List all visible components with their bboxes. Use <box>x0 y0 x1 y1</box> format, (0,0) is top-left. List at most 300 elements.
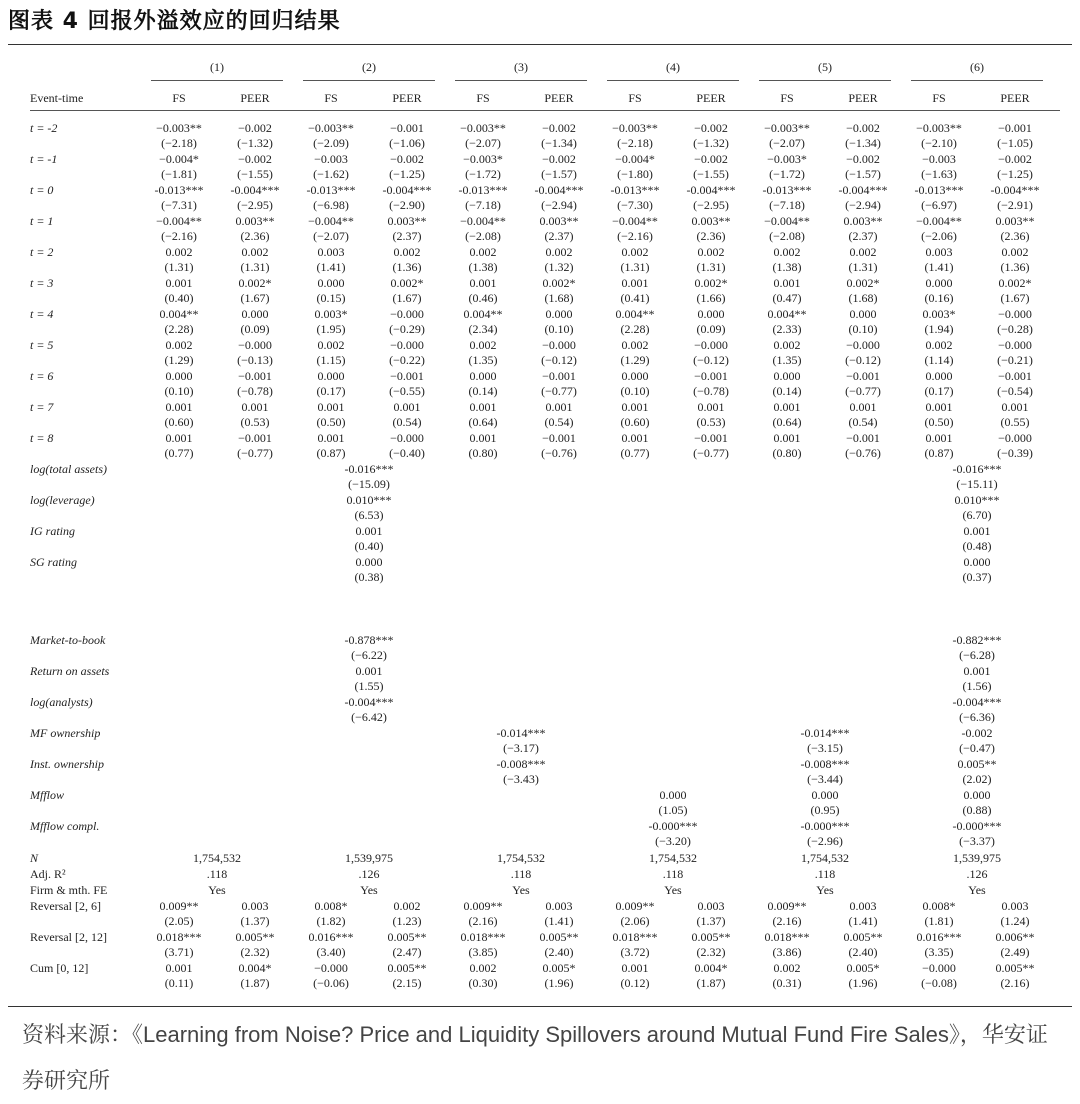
coefficient: 0.000 <box>925 276 953 290</box>
t-statistic: (0.40) <box>164 291 194 305</box>
row-label: t = 0 <box>30 183 54 197</box>
coefficient: -0.878*** <box>344 633 394 647</box>
t-statistic: (−2.95) <box>237 198 273 212</box>
coefficient: 0.002 <box>393 899 421 913</box>
t-statistic: (1.29) <box>620 353 650 367</box>
coefficient: 0.002 <box>469 338 497 352</box>
coefficient: 0.003 <box>697 899 725 913</box>
t-statistic: (0.80) <box>772 446 802 460</box>
coefficient: 0.000 <box>355 555 383 569</box>
t-statistic: (0.50) <box>924 415 954 429</box>
coefficient: 0.002 <box>165 338 193 352</box>
column-header: PEER <box>1000 91 1030 105</box>
coefficient: −0.000 <box>846 338 880 352</box>
t-statistic: (1.24) <box>1000 914 1030 928</box>
control-label: SG rating <box>30 555 78 569</box>
column-header: FS <box>628 91 642 105</box>
t-statistic: (0.64) <box>772 415 802 429</box>
coefficient: 0.001 <box>621 276 649 290</box>
coefficient: −0.001 <box>390 369 424 383</box>
coefficient: 0.002* <box>542 276 576 290</box>
t-statistic: (−1.63) <box>921 167 957 181</box>
coefficient: −0.001 <box>542 431 576 445</box>
model-header: (6) <box>970 60 984 74</box>
coefficient: 0.005** <box>539 930 579 944</box>
t-statistic: (1.41) <box>848 914 878 928</box>
coefficient: 0.000 <box>849 307 877 321</box>
coefficient: −0.003** <box>460 121 506 135</box>
t-statistic: (−0.55) <box>389 384 425 398</box>
coefficient: -0.014*** <box>800 726 850 740</box>
column-header: PEER <box>240 91 270 105</box>
t-statistic: (−0.39) <box>997 446 1033 460</box>
coefficient: 0.002 <box>393 245 421 259</box>
t-statistic: (−2.06) <box>921 229 957 243</box>
coefficient: 0.006** <box>995 930 1035 944</box>
column-header: FS <box>324 91 338 105</box>
coefficient: −0.000 <box>542 338 576 352</box>
row-label: Reversal [2, 6] <box>30 899 101 913</box>
coefficient: -0.000*** <box>800 819 850 833</box>
coefficient: 0.001 <box>469 400 497 414</box>
coefficient: -0.016*** <box>344 462 394 476</box>
coefficient: -0.014*** <box>496 726 546 740</box>
column-header: FS <box>172 91 186 105</box>
t-statistic: (1.14) <box>924 353 954 367</box>
statistic-value: .118 <box>510 867 532 881</box>
coefficient: 0.001 <box>545 400 573 414</box>
statistic-value: .118 <box>814 867 836 881</box>
t-statistic: (−0.77) <box>693 446 729 460</box>
coefficient: -0.013*** <box>914 183 964 197</box>
t-statistic: (−1.72) <box>465 167 501 181</box>
t-statistic: (1.31) <box>620 260 650 274</box>
t-statistic: (−0.76) <box>845 446 881 460</box>
t-statistic: (2.36) <box>1000 229 1030 243</box>
coefficient: 0.002 <box>1001 245 1029 259</box>
t-statistic: (−2.94) <box>845 198 881 212</box>
control-label: Inst. ownership <box>30 757 105 771</box>
coefficient: 0.018*** <box>156 930 202 944</box>
coefficient: 0.003** <box>539 214 579 228</box>
t-statistic: (2.40) <box>848 945 878 959</box>
coefficient: 0.001 <box>773 400 801 414</box>
coefficient: 0.001 <box>621 431 649 445</box>
t-statistic: (1.56) <box>962 679 992 693</box>
t-statistic: (0.16) <box>924 291 954 305</box>
t-statistic: (1.41) <box>924 260 954 274</box>
coefficient: 0.009** <box>767 899 807 913</box>
t-statistic: (−1.32) <box>237 136 273 150</box>
coefficient: −0.000 <box>998 431 1032 445</box>
coefficient: 0.018*** <box>460 930 506 944</box>
coefficient: 0.003** <box>387 214 427 228</box>
statistic-value: .118 <box>662 867 684 881</box>
t-statistic: (2.36) <box>696 229 726 243</box>
t-statistic: (−3.43) <box>503 772 539 786</box>
statistic-value: .126 <box>358 867 380 881</box>
regression-table <box>30 56 1060 996</box>
title-rule <box>8 44 1072 45</box>
coefficient: −0.004** <box>764 214 810 228</box>
coefficient: −0.001 <box>694 431 728 445</box>
statistic-value: 1,754,532 <box>649 851 697 865</box>
t-statistic: (−2.18) <box>161 136 197 150</box>
t-statistic: (1.66) <box>696 291 726 305</box>
header-rule <box>30 110 1060 111</box>
coefficient: −0.001 <box>846 369 880 383</box>
t-statistic: (0.60) <box>164 415 194 429</box>
coefficient: 0.001 <box>355 524 383 538</box>
row-label: t = 2 <box>30 245 54 259</box>
t-statistic: (2.28) <box>164 322 194 336</box>
coefficient: 0.002 <box>773 338 801 352</box>
coefficient: 0.009** <box>615 899 655 913</box>
coefficient: −0.000 <box>390 338 424 352</box>
t-statistic: (0.46) <box>468 291 498 305</box>
coefficient: 0.016*** <box>916 930 962 944</box>
coefficient: 0.004** <box>767 307 807 321</box>
coefficient: 0.002 <box>621 338 649 352</box>
t-statistic: (0.88) <box>962 803 992 817</box>
coefficient: 0.002 <box>849 245 877 259</box>
coefficient: 0.001 <box>393 400 421 414</box>
t-statistic: (−0.78) <box>693 384 729 398</box>
coefficient: 0.001 <box>963 664 991 678</box>
coefficient: 0.009** <box>159 899 199 913</box>
statistic-value: .118 <box>206 867 228 881</box>
coefficient: −0.001 <box>694 369 728 383</box>
t-statistic: (−0.28) <box>997 322 1033 336</box>
coefficient: -0.004*** <box>344 695 394 709</box>
t-statistic: (−1.05) <box>997 136 1033 150</box>
coefficient: 0.005** <box>235 930 275 944</box>
t-statistic: (2.47) <box>392 945 422 959</box>
t-statistic: (2.16) <box>468 914 498 928</box>
control-label: Mfflow <box>30 788 65 802</box>
coefficient: −0.004** <box>916 214 962 228</box>
coefficient: 0.008* <box>922 899 956 913</box>
t-statistic: (−15.11) <box>956 477 998 491</box>
statistic-value: Yes <box>968 883 986 897</box>
row-label: t = 3 <box>30 276 54 290</box>
t-statistic: (1.31) <box>848 260 878 274</box>
coefficient: 0.002 <box>621 245 649 259</box>
t-statistic: (−6.22) <box>351 648 387 662</box>
t-statistic: (−2.09) <box>313 136 349 150</box>
statistic-value: 1,754,532 <box>801 851 849 865</box>
coefficient: 0.001 <box>963 524 991 538</box>
coefficient: −0.000 <box>998 307 1032 321</box>
figure-title: 图表 4 回报外溢效应的回归结果 <box>8 9 341 34</box>
t-statistic: (−1.80) <box>617 167 653 181</box>
coefficient: 0.000 <box>697 307 725 321</box>
t-statistic: (−3.20) <box>655 834 691 848</box>
coefficient: 0.001 <box>469 431 497 445</box>
t-statistic: (−2.07) <box>465 136 501 150</box>
t-statistic: (1.94) <box>924 322 954 336</box>
t-statistic: (2.06) <box>620 914 650 928</box>
row-label: Cum [0, 12] <box>30 961 89 975</box>
coefficient: 0.002* <box>998 276 1032 290</box>
t-statistic: (3.40) <box>316 945 346 959</box>
statistic-value: Yes <box>816 883 834 897</box>
t-statistic: (2.37) <box>392 229 422 243</box>
t-statistic: (2.36) <box>240 229 270 243</box>
coefficient: 0.001 <box>773 431 801 445</box>
t-statistic: (1.31) <box>240 260 270 274</box>
t-statistic: (−2.94) <box>541 198 577 212</box>
coefficient: 0.005** <box>387 961 427 975</box>
t-statistic: (0.10) <box>848 322 878 336</box>
t-statistic: (3.86) <box>772 945 802 959</box>
t-statistic: (0.64) <box>468 415 498 429</box>
t-statistic: (1.15) <box>316 353 346 367</box>
t-statistic: (2.05) <box>164 914 194 928</box>
t-statistic: (1.37) <box>696 914 726 928</box>
control-label: log(total assets) <box>30 462 107 476</box>
coefficient: 0.002* <box>694 276 728 290</box>
coefficient: −0.003** <box>156 121 202 135</box>
t-statistic: (1.31) <box>696 260 726 274</box>
t-statistic: (2.37) <box>544 229 574 243</box>
model-header: (1) <box>210 60 224 74</box>
coefficient: 0.016*** <box>308 930 354 944</box>
t-statistic: (2.15) <box>392 976 422 990</box>
coefficient: -0.004*** <box>952 695 1002 709</box>
coefficient: −0.002 <box>542 152 576 166</box>
t-statistic: (−0.21) <box>997 353 1033 367</box>
coefficient: 0.001 <box>925 431 953 445</box>
t-statistic: (−2.90) <box>389 198 425 212</box>
coefficient: 0.001 <box>621 400 649 414</box>
t-statistic: (−1.34) <box>541 136 577 150</box>
control-label: log(analysts) <box>30 695 93 709</box>
coefficient: 0.001 <box>1001 400 1029 414</box>
t-statistic: (0.87) <box>924 446 954 460</box>
t-statistic: (0.53) <box>240 415 270 429</box>
statistic-value: Yes <box>664 883 682 897</box>
t-statistic: (0.09) <box>696 322 726 336</box>
t-statistic: (0.41) <box>620 291 650 305</box>
coefficient: −0.001 <box>846 431 880 445</box>
t-statistic: (2.37) <box>848 229 878 243</box>
statistic-value: Yes <box>360 883 378 897</box>
coefficient: −0.001 <box>998 121 1032 135</box>
t-statistic: (0.14) <box>772 384 802 398</box>
coefficient: −0.002 <box>694 121 728 135</box>
coefficient: −0.000 <box>314 961 348 975</box>
t-statistic: (1.37) <box>240 914 270 928</box>
control-label: Market-to-book <box>30 633 106 647</box>
coefficient: 0.002 <box>317 338 345 352</box>
coefficient: 0.001 <box>241 400 269 414</box>
coefficient: 0.002* <box>238 276 272 290</box>
stat-label: Adj. R² <box>30 867 66 881</box>
t-statistic: (−0.29) <box>389 322 425 336</box>
coefficient: 0.000 <box>317 369 345 383</box>
t-statistic: (−2.07) <box>769 136 805 150</box>
t-statistic: (−6.98) <box>313 198 349 212</box>
column-header: PEER <box>544 91 574 105</box>
t-statistic: (−0.12) <box>541 353 577 367</box>
column-header: PEER <box>392 91 422 105</box>
t-statistic: (1.87) <box>240 976 270 990</box>
model-header: (2) <box>362 60 376 74</box>
t-statistic: (1.67) <box>392 291 422 305</box>
t-statistic: (1.81) <box>924 914 954 928</box>
t-statistic: (1.38) <box>772 260 802 274</box>
coefficient: −0.000 <box>998 338 1032 352</box>
coefficient: 0.001 <box>773 276 801 290</box>
t-statistic: (−1.81) <box>161 167 197 181</box>
coefficient: 0.018*** <box>612 930 658 944</box>
t-statistic: (0.54) <box>544 415 574 429</box>
coefficient: −0.004* <box>159 152 199 166</box>
t-statistic: (−2.95) <box>693 198 729 212</box>
t-statistic: (0.80) <box>468 446 498 460</box>
coefficient: 0.002 <box>241 245 269 259</box>
t-statistic: (1.23) <box>392 914 422 928</box>
t-statistic: (1.96) <box>848 976 878 990</box>
control-label: Mfflow compl. <box>30 819 100 833</box>
t-statistic: (0.10) <box>164 384 194 398</box>
t-statistic: (1.67) <box>1000 291 1030 305</box>
column-header: PEER <box>848 91 878 105</box>
model-header-rule <box>607 80 739 81</box>
t-statistic: (1.67) <box>240 291 270 305</box>
control-label: IG rating <box>30 524 75 538</box>
t-statistic: (0.38) <box>354 570 384 584</box>
t-statistic: (1.68) <box>848 291 878 305</box>
coefficient: -0.008*** <box>800 757 850 771</box>
t-statistic: (0.47) <box>772 291 802 305</box>
t-statistic: (0.30) <box>468 976 498 990</box>
t-statistic: (0.15) <box>316 291 346 305</box>
coefficient: 0.002* <box>390 276 424 290</box>
coefficient: −0.004** <box>308 214 354 228</box>
t-statistic: (−1.62) <box>313 167 349 181</box>
t-statistic: (−1.25) <box>997 167 1033 181</box>
coefficient: 0.001 <box>355 664 383 678</box>
coefficient: 0.004** <box>159 307 199 321</box>
column-header: FS <box>780 91 794 105</box>
t-statistic: (−2.18) <box>617 136 653 150</box>
t-statistic: (−0.12) <box>693 353 729 367</box>
t-statistic: (3.72) <box>620 945 650 959</box>
t-statistic: (−1.57) <box>845 167 881 181</box>
coefficient: −0.001 <box>238 431 272 445</box>
row-label: t = -2 <box>30 121 58 135</box>
t-statistic: (0.31) <box>772 976 802 990</box>
t-statistic: (−2.08) <box>769 229 805 243</box>
coefficient: -0.013*** <box>306 183 356 197</box>
coefficient: 0.001 <box>165 276 193 290</box>
coefficient: 0.000 <box>659 788 687 802</box>
t-statistic: (0.10) <box>620 384 650 398</box>
coefficient: -0.004*** <box>230 183 280 197</box>
t-statistic: (0.12) <box>620 976 650 990</box>
coefficient: −0.003* <box>767 152 807 166</box>
coefficient: −0.002 <box>998 152 1032 166</box>
statistic-value: 1,754,532 <box>193 851 241 865</box>
coefficient: 0.005** <box>995 961 1035 975</box>
t-statistic: (−1.32) <box>693 136 729 150</box>
t-statistic: (0.37) <box>962 570 992 584</box>
coefficient: 0.001 <box>925 400 953 414</box>
t-statistic: (3.85) <box>468 945 498 959</box>
t-statistic: (−0.78) <box>237 384 273 398</box>
row-label: Reversal [2, 12] <box>30 930 107 944</box>
coefficient: -0.004*** <box>838 183 888 197</box>
coefficient: 0.001 <box>849 400 877 414</box>
coefficient: 0.003* <box>314 307 348 321</box>
coefficient: -0.013*** <box>610 183 660 197</box>
coefficient: −0.004** <box>460 214 506 228</box>
t-statistic: (−7.31) <box>161 198 197 212</box>
coefficient: 0.001 <box>317 400 345 414</box>
coefficient: 0.000 <box>963 788 991 802</box>
t-statistic: (−7.18) <box>769 198 805 212</box>
coefficient: 0.000 <box>241 307 269 321</box>
t-statistic: (−0.47) <box>959 741 995 755</box>
row-label: t = 8 <box>30 431 54 445</box>
t-statistic: (−1.25) <box>389 167 425 181</box>
coefficient: -0.000*** <box>648 819 698 833</box>
coefficient: −0.002 <box>238 121 272 135</box>
t-statistic: (2.02) <box>962 772 992 786</box>
model-header: (3) <box>514 60 528 74</box>
model-header: (4) <box>666 60 680 74</box>
coefficient: 0.003 <box>1001 899 1029 913</box>
t-statistic: (−6.42) <box>351 710 387 724</box>
t-statistic: (2.33) <box>772 322 802 336</box>
coefficient: 0.002 <box>925 338 953 352</box>
t-statistic: (1.68) <box>544 291 574 305</box>
coefficient: 0.000 <box>545 307 573 321</box>
t-statistic: (−3.15) <box>807 741 843 755</box>
t-statistic: (−0.76) <box>541 446 577 460</box>
row-label: t = 6 <box>30 369 54 383</box>
t-statistic: (−1.55) <box>693 167 729 181</box>
model-header-rule <box>759 80 891 81</box>
coefficient: −0.002 <box>238 152 272 166</box>
t-statistic: (0.55) <box>1000 415 1030 429</box>
t-statistic: (3.35) <box>924 945 954 959</box>
t-statistic: (−2.96) <box>807 834 843 848</box>
t-statistic: (0.11) <box>164 976 194 990</box>
coefficient: 0.000 <box>317 276 345 290</box>
t-statistic: (−2.91) <box>997 198 1033 212</box>
coefficient: 0.003** <box>235 214 275 228</box>
coefficient: 0.000 <box>963 555 991 569</box>
t-statistic: (0.53) <box>696 415 726 429</box>
coefficient: 0.000 <box>811 788 839 802</box>
t-statistic: (−3.17) <box>503 741 539 755</box>
control-label: MF ownership <box>30 726 101 740</box>
t-statistic: (0.95) <box>810 803 840 817</box>
coefficient: 0.003** <box>691 214 731 228</box>
t-statistic: (2.28) <box>620 322 650 336</box>
t-statistic: (0.54) <box>848 415 878 429</box>
t-statistic: (2.16) <box>772 914 802 928</box>
coefficient: 0.003 <box>545 899 573 913</box>
t-statistic: (2.16) <box>1000 976 1030 990</box>
t-statistic: (1.95) <box>316 322 346 336</box>
stat-label: Firm & mth. FE <box>30 883 108 897</box>
t-statistic: (2.40) <box>544 945 574 959</box>
row-label: t = 4 <box>30 307 54 321</box>
